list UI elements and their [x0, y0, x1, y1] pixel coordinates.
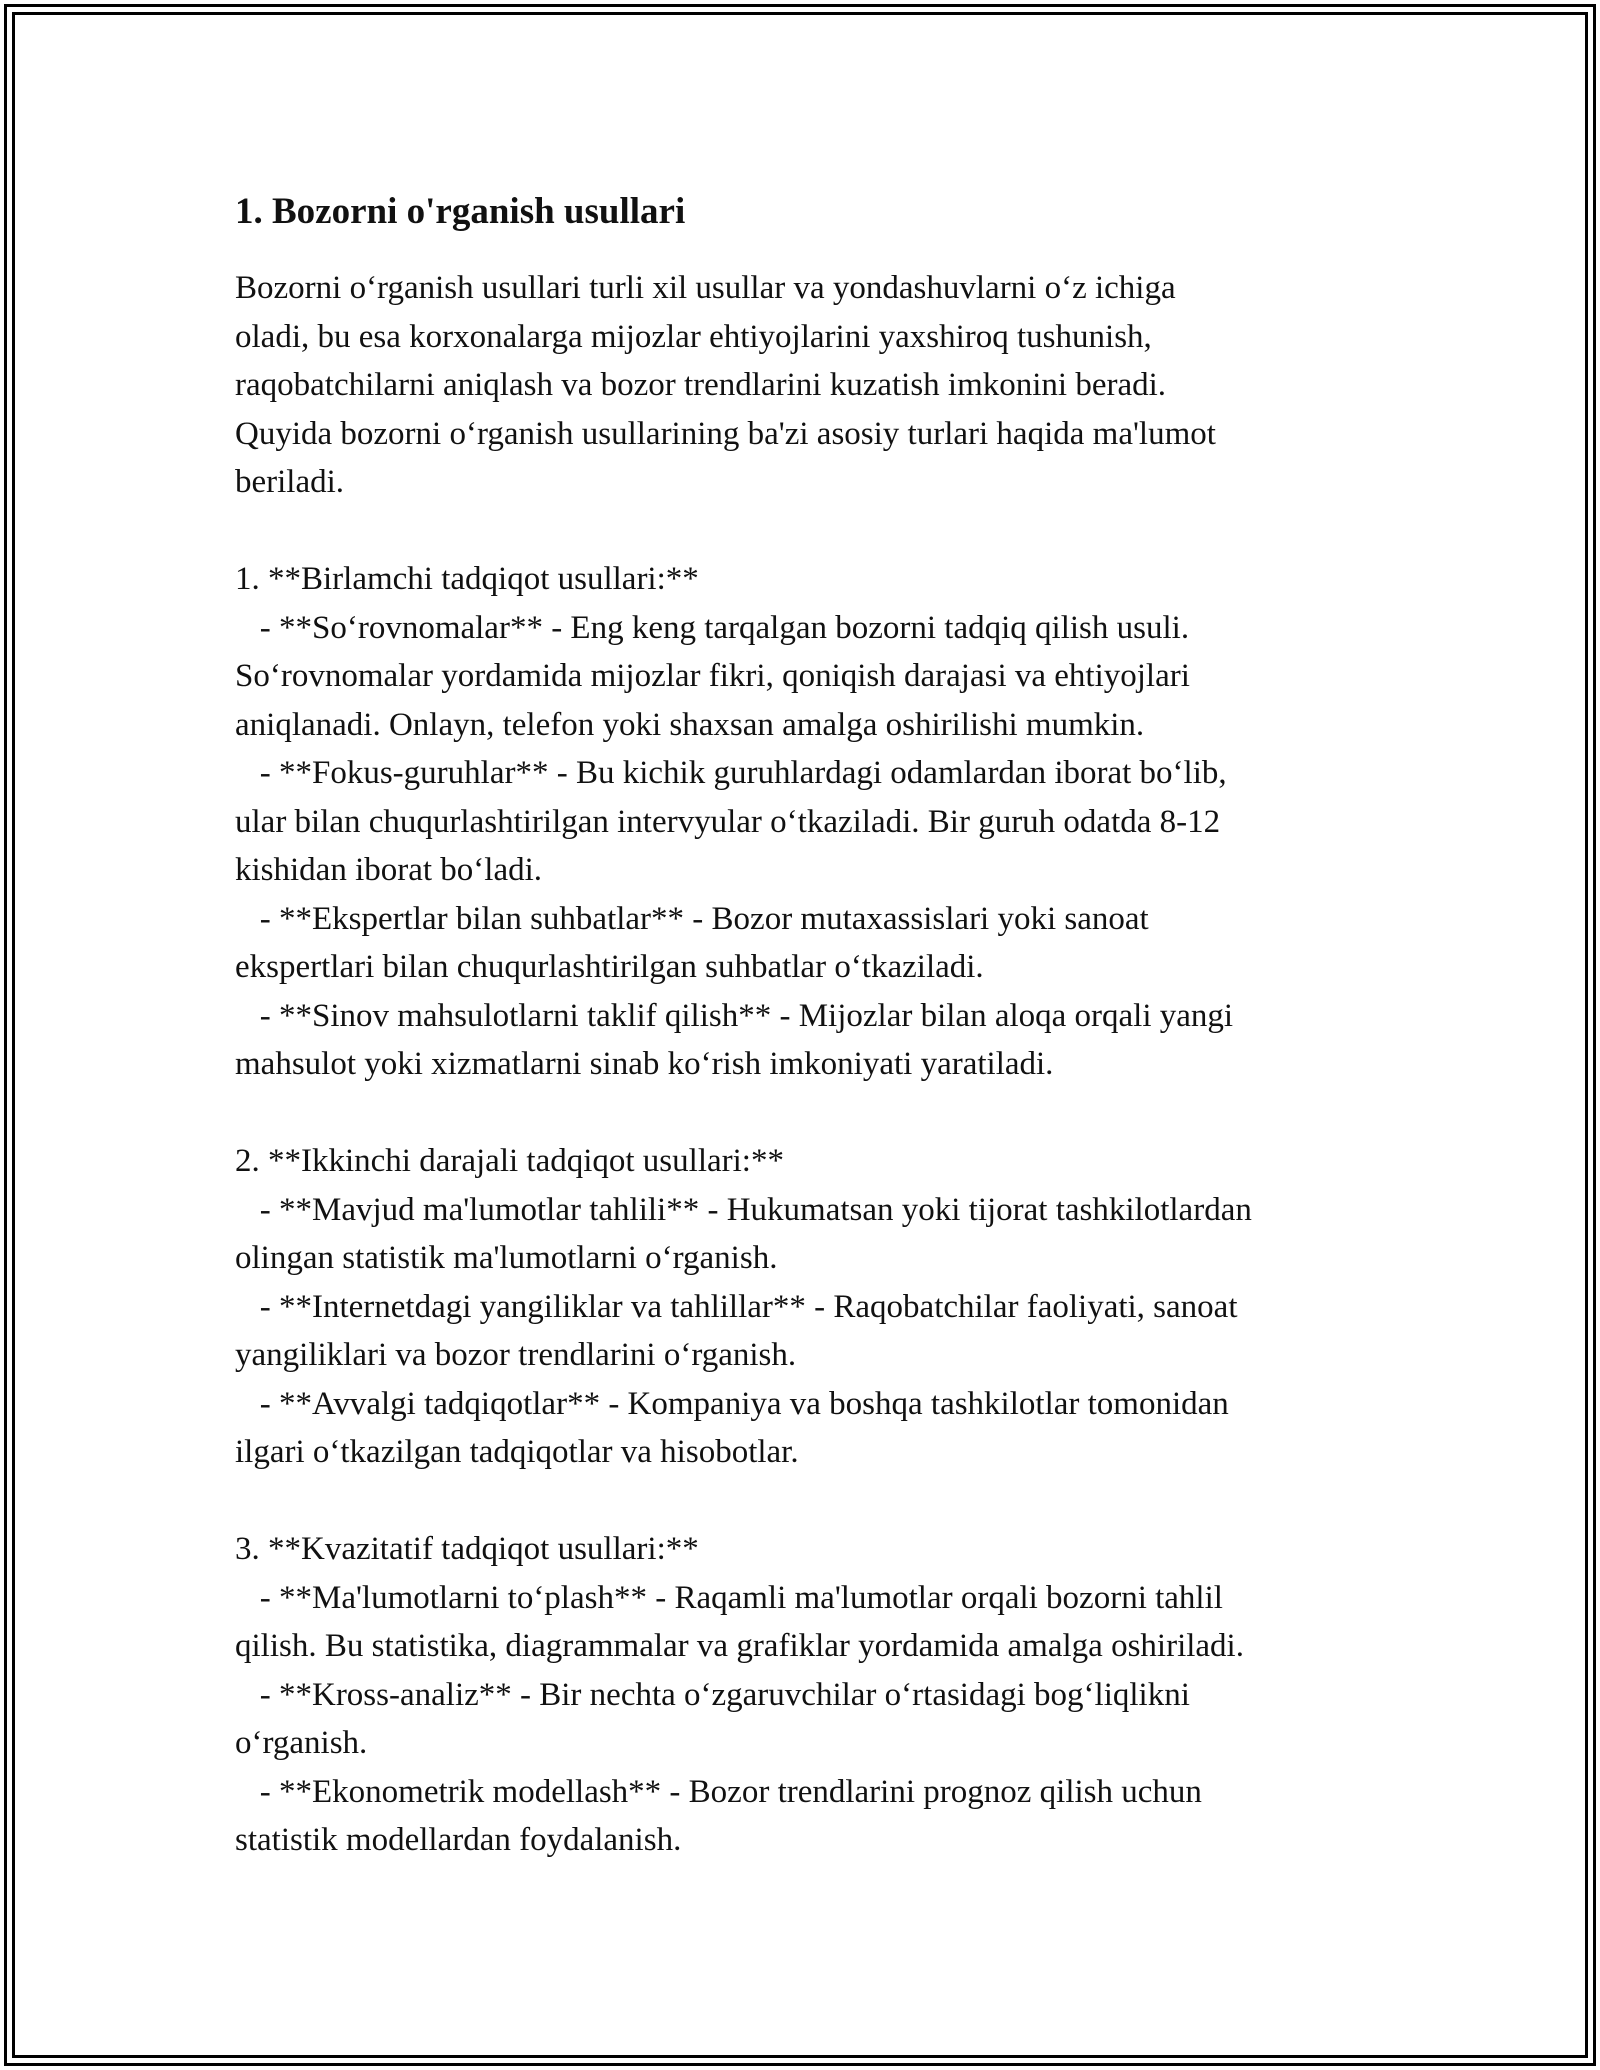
- list-item: - **Ekspertlar bilan suhbatlar** - Bozor mutaxassislari yoki sanoat ekspertlari bilan chuqurlashtirilgan suhbatlar o‘tkaziladi.: [235, 900, 1149, 985]
- section-heading: 2. **Ikkinchi darajali tadqiqot usullari:**: [235, 1143, 784, 1179]
- blank-line: [235, 1089, 1395, 1138]
- list-item: - **Kross-analiz** - Bir nechta o‘zgaruvchilar o‘rtasidagi bog‘liqlikni o‘rganish.: [235, 1676, 1190, 1761]
- blank-line: [235, 1477, 1395, 1526]
- list-item: - **Sinov mahsulotlarni taklif qilish** - Mijozlar bilan aloqa orqali yangi mahsulot yoki xizmatlarni sinab ko‘rish imkoniyati yaratiladi.: [235, 997, 1234, 1082]
- list-item: - **Ekonometrik modellash** - Bozor trendlarini prognoz qilish uchun statistik modellardan foydalanish.: [235, 1773, 1202, 1858]
- section-quantitative-research: [235, 1525, 1395, 1865]
- list-item: - **So‘rovnomalar** - Eng keng tarqalgan bozorni tadqiq qilish usuli. So‘rovnomalar yordamida mijozlar fikri, qoniqish darajasi va ehtiyojlari aniqlanadi. Onlayn, telefon yoki shaxsan amalga oshirilishi mumkin.: [235, 609, 1190, 743]
- section-heading: 3. **Kvazitatif tadqiqot usullari:**: [235, 1531, 699, 1567]
- list-item: - **Fokus-guruhlar** - Bu kichik guruhlardagi odamlardan iborat bo‘lib, ular bilan chuqurlashtirilgan intervyular o‘tkaziladi. Bir guruh odatda 8-12 kishidan iborat bo‘ladi.: [235, 755, 1227, 888]
- intro-paragraph: Bozorni o‘rganish usullari turli xil usullar va yondashuvlarni o‘z ichiga oladi, bu esa korxonalarga mijozlar ehtiyojlarini yaxshiroq tushunish, raqobatchilarni aniqlash va bozor trendlarini kuzatish imkonini beradi. Quyida bozorni o‘rganish usullarining ba'zi asosiy turlari haqida ma'lumot beriladi.: [235, 270, 1216, 500]
- list-item: - **Avvalgi tadqiqotlar** - Kompaniya va boshqa tashkilotlar tomonidan ilgari o‘tkazilgan tadqiqotlar va hisobotlar.: [235, 1385, 1229, 1470]
- list-item: - **Mavjud ma'lumotlar tahlili** - Hukumatsan yoki tijorat tashkilotlardan olingan statistik ma'lumotlarni o‘rganish.: [235, 1191, 1252, 1276]
- section-heading: 1. **Birlamchi tadqiqot usullari:**: [235, 561, 699, 597]
- list-item: - **Ma'lumotlarni to‘plash** - Raqamli ma'lumotlar orqali bozorni tahlil qilish. Bu statistika, diagrammalar va grafiklar yordamida amalga oshiriladi.: [235, 1579, 1244, 1664]
- document-body: [235, 186, 1395, 1865]
- blank-line: [235, 507, 1395, 556]
- page-title: 1. Bozorni o'rganish usullari: [235, 191, 686, 232]
- section-secondary-research: [235, 1137, 1395, 1477]
- list-item: - **Internetdagi yangiliklar va tahlillar** - Raqobatchilar faoliyati, sanoat yangiliklari va bozor trendlarini o‘rganish.: [235, 1288, 1238, 1373]
- section-primary-research: [235, 555, 1395, 1089]
